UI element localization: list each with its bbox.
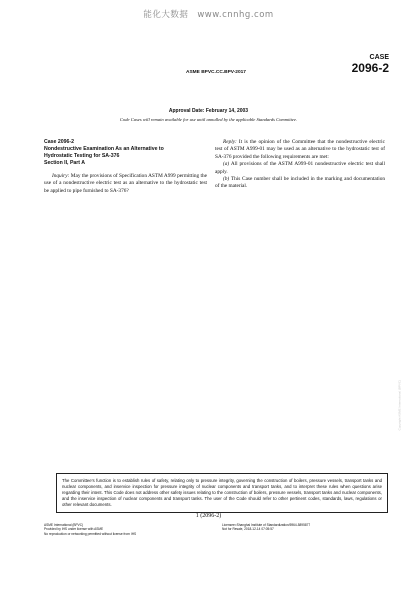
right-column [215,139,385,191]
footer-line: ASME International (BPVC) [44,523,84,527]
item-b-label: (b) [223,176,230,183]
inquiry-label: Inquiry: [52,173,70,179]
committee-function-box: The Committee's function is to establish rules of safety, relating only to pressure integrity, governing the construction of boilers, pressure vessels, transport tanks and nuclear components, and inservice inspection for pressure integrity of nuclear components and transport tanks, and to interpret these rules when questions arise regarding their intent. This Code does not address other safety issues relating to the construction of boilers, pressure vessels, transport tanks and nuclear components, and the inservice inspection of nuclear components and transport tanks. The user of the Code should refer to other pertinent codes, standards, laws, regulations or other relevant documents. [56,473,388,513]
case-number: 2096-2 [351,61,389,75]
inquiry-paragraph [44,173,207,195]
item-a-paragraph [215,161,385,176]
case-heading-line: Nondestructive Examination As an Alternative to [44,146,164,152]
item-a-label: (a) [223,161,230,168]
running-head: ASME BPVC.CC.BPV-2017 [186,70,246,75]
reply-label: Reply: [223,139,237,145]
footer-line: Licensee=Shanghai Institute of Standardization/5964-5895877 [222,523,311,527]
footer-line: Provided by IHS under license with ASME [44,527,104,532]
item-b-paragraph [215,176,385,191]
inquiry-text: May the provisions of Specification ASTM A999 permitting the use of a nondestructive electric test as an alternative to the hydrostatic test be applied to pipe furnished to SA-376? [44,173,207,194]
footer-line: No reproduction or networking permitted without license from IHS [44,531,137,536]
reply-paragraph [215,139,385,161]
item-b-text: This Case number shall be included in the marking and documentation of the material. [215,176,385,190]
item-a-text: All provisions of the ASTM A999-01 nondestructive electric test shall apply. [215,161,385,175]
case-heading [44,139,207,167]
case-heading-line: Case 2096-2 [44,139,74,145]
case-heading-line: Hydrostatic Testing for SA-376 [44,153,120,159]
page-number: 1 (2096-2) [195,513,222,519]
left-column [44,139,207,195]
footer-right [222,523,392,532]
watermark-text: 能化大数据 www.cnnhg.com [143,10,274,20]
footer-left [44,523,224,536]
footer-line: Not for Resale, 2018-12-14 07:05:57 [222,527,274,532]
case-heading-line: Section II, Part A [44,160,86,166]
case-label: CASE [369,54,389,61]
reply-text: It is the opinion of the Committee that the nondestructive electric test of ASTM A999-01 may be used as an alternative to the hydrostatic test of SA-376 provided the following requirements are met: [215,139,385,160]
code-case-note: Code Cases will remain available for use until annulled by the applicable Standards Committee. [119,117,298,122]
approval-date: Approval Date: February 14, 2003 [168,108,249,114]
sidebar-copyright-note: Copyright ASME International (BPVC) [397,380,401,431]
